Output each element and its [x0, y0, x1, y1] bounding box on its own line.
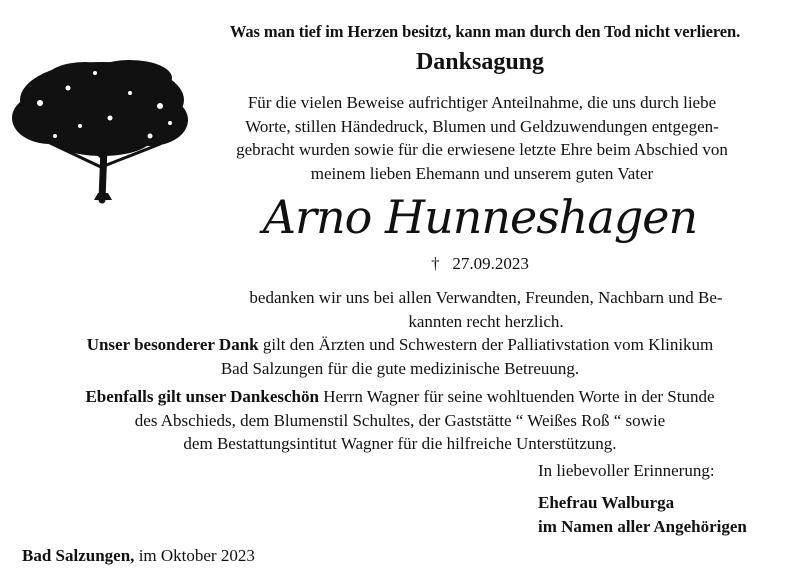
closing-phrase: In liebevoller Erinnerung:: [538, 461, 715, 480]
cross-icon: †: [431, 254, 440, 273]
death-date-line: [180, 254, 780, 274]
place: Bad Salzungen,: [22, 546, 135, 565]
intro-line: Für die vielen Beweise aufrichtiger Anteilnahme, die uns durch liebe: [247, 93, 717, 112]
place-date: [22, 546, 255, 566]
also-thanks-line: dem Bestattungsintitut Wagner für die hilfreiche Unterstützung.: [183, 434, 617, 453]
signer-line: Ehefrau Walburga: [538, 493, 675, 512]
intro-line: meinem lieben Ehemann und unserem guten Vater: [310, 163, 654, 183]
also-thanks-paragraph: [0, 385, 800, 456]
special-thanks-lead: Unser besonderer Dank: [86, 335, 259, 354]
also-thanks-lead: Ebenfalls gilt unser Dankeschön: [85, 387, 319, 406]
page-title: Danksagung: [415, 49, 545, 75]
special-thanks-line: [0, 333, 800, 357]
thanks-paragraph: [196, 286, 776, 333]
intro-line: Worte, stillen Händedruck, Blumen und Geldzuwendungen entgegen-: [245, 116, 719, 136]
thanks-line: kannten recht herzlich.: [408, 311, 564, 331]
deceased-name: Arno Hunneshagen: [262, 190, 698, 244]
also-thanks-line: des Abschieds, dem Blumenstil Schultes, der Gaststätte “ Weißes Roß “ sowie: [134, 410, 666, 430]
motto: Was man tief im Herzen besitzt, kann man durch den Tod nicht verlieren.: [229, 22, 741, 41]
signer-line: im Namen aller Angehörigen: [538, 516, 747, 536]
date-text: im Oktober 2023: [134, 546, 255, 565]
death-date: 27.09.2023: [452, 254, 529, 273]
intro-paragraph: [178, 91, 786, 185]
intro-line: gebracht wurden sowie für die erwiesene letzte Ehre beim Abschied von: [236, 140, 728, 159]
also-thanks-line: [0, 385, 800, 409]
thanks-line: bedanken wir uns bei allen Verwandten, Freunden, Nachbarn und Be-: [249, 288, 723, 307]
special-thanks-text: gilt den Ärzten und Schwestern der Palliativstation vom Klinikum: [258, 335, 714, 354]
tree-icon: [10, 48, 190, 208]
signers: [538, 491, 747, 538]
special-thanks-line: Bad Salzungen für die gute medizinische Betreuung.: [220, 358, 580, 378]
special-thanks-paragraph: [0, 333, 800, 380]
also-thanks-text: Herrn Wagner für seine wohltuenden Worte in der Stunde: [318, 387, 715, 406]
